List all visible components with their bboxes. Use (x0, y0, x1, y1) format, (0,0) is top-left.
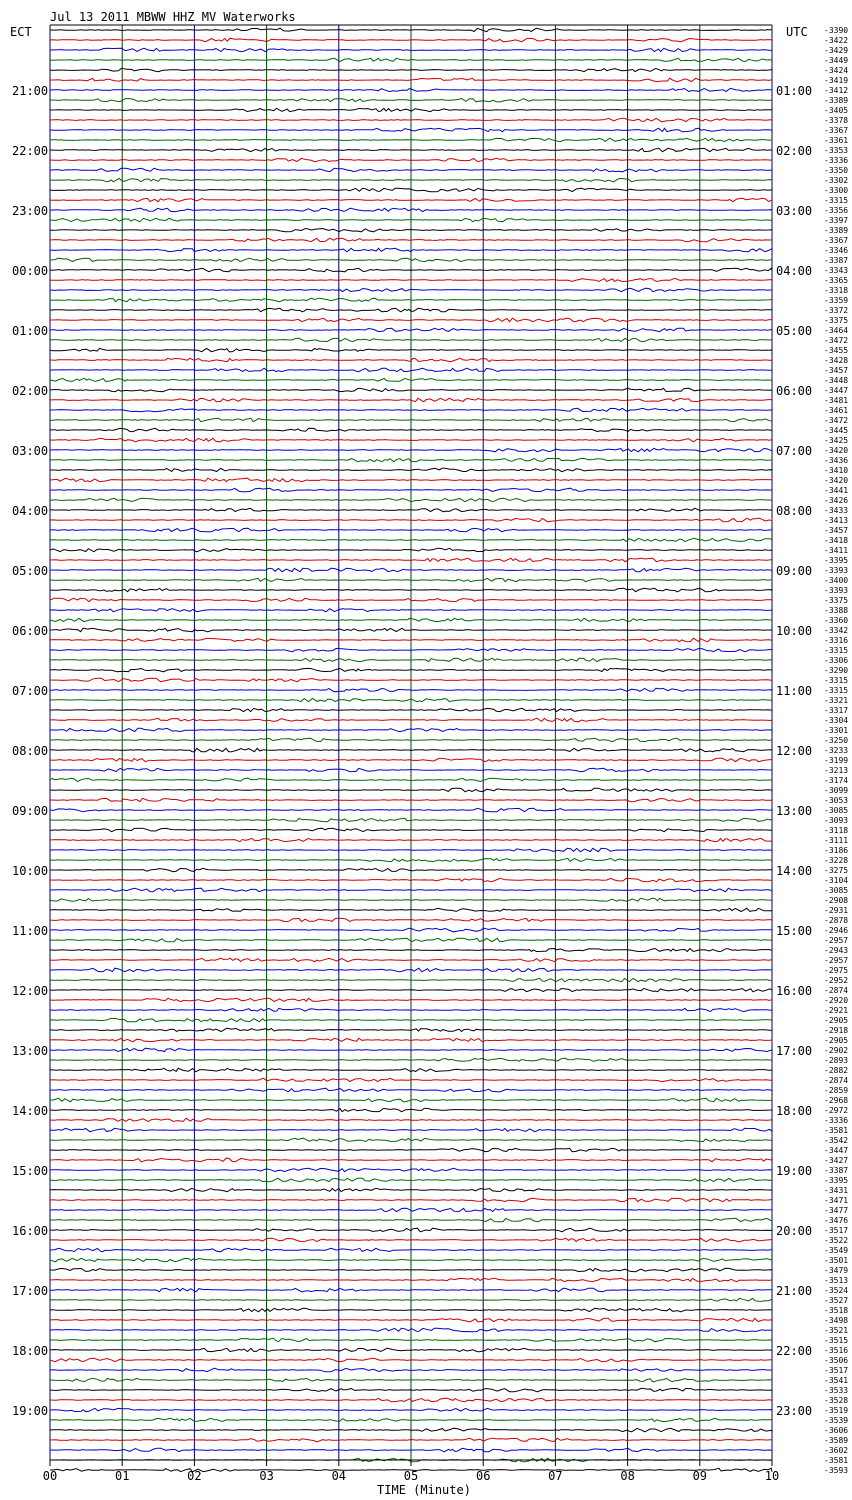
row-offset-label: -3405 (824, 106, 849, 115)
row-offset-label: -3336 (824, 1116, 849, 1125)
row-offset-label: -2920 (824, 996, 849, 1005)
row-offset-label: -3233 (824, 746, 849, 755)
row-offset-label: -3359 (824, 296, 849, 305)
row-offset-label: -3317 (824, 706, 849, 715)
row-offset-label: -3389 (824, 96, 849, 105)
right-hour-label: 15:00 (776, 924, 813, 938)
left-hour-label: 18:00 (12, 1344, 49, 1358)
row-offset-label: -2905 (824, 1016, 849, 1025)
row-offset-label: -3301 (824, 726, 849, 735)
row-offset-label: -3118 (824, 826, 849, 835)
row-offset-label: -3457 (824, 366, 849, 375)
right-hour-label: 18:00 (776, 1104, 813, 1118)
row-offset-label: -3367 (824, 236, 849, 245)
row-offset-label: -3400 (824, 576, 849, 585)
row-offset-label: -3250 (824, 736, 849, 745)
row-offset-label: -3549 (824, 1246, 849, 1255)
row-offset-label: -3542 (824, 1136, 849, 1145)
row-offset-label: -3449 (824, 56, 849, 65)
row-offset-label: -2874 (824, 986, 849, 995)
row-offset-label: -3411 (824, 546, 849, 555)
left-hour-label: 03:00 (12, 444, 49, 458)
row-offset-label: -3375 (824, 596, 849, 605)
row-offset-label: -3431 (824, 1186, 849, 1195)
row-offset-label: -3581 (824, 1126, 849, 1135)
row-offset-label: -3524 (824, 1286, 849, 1295)
left-hour-label: 15:00 (12, 1164, 49, 1178)
row-offset-label: -3390 (824, 26, 849, 35)
row-offset-label: -3420 (824, 476, 849, 485)
left-hour-label: 07:00 (12, 684, 49, 698)
row-offset-label: -3342 (824, 626, 849, 635)
row-offset-label: -3479 (824, 1266, 849, 1275)
row-offset-label: -3477 (824, 1206, 849, 1215)
row-offset-label: -3481 (824, 396, 849, 405)
row-offset-label: -3350 (824, 166, 849, 175)
left-hour-label: 01:00 (12, 324, 49, 338)
row-offset-label: -3418 (824, 536, 849, 545)
row-offset-label: -2874 (824, 1076, 849, 1085)
row-offset-label: -3316 (824, 636, 849, 645)
row-offset-label: -3315 (824, 196, 849, 205)
row-offset-label: -3302 (824, 176, 849, 185)
row-offset-label: -2878 (824, 916, 849, 925)
left-axis-label: ECT (10, 25, 32, 39)
row-offset-label: -3581 (824, 1456, 849, 1465)
row-offset-label: -2968 (824, 1096, 849, 1105)
row-offset-label: -3228 (824, 856, 849, 865)
right-hour-label: 10:00 (776, 624, 813, 638)
right-hour-label: 20:00 (776, 1224, 813, 1238)
chart-title: Jul 13 2011 MBWW HHZ MV Waterworks (50, 10, 296, 24)
row-offset-label: -3472 (824, 416, 849, 425)
left-hour-label: 04:00 (12, 504, 49, 518)
row-offset-label: -2882 (824, 1066, 849, 1075)
row-offset-label: -3448 (824, 376, 849, 385)
left-hour-label: 06:00 (12, 624, 49, 638)
row-offset-label: -2893 (824, 1056, 849, 1065)
row-offset-label: -3361 (824, 136, 849, 145)
row-offset-label: -3420 (824, 446, 849, 455)
right-hour-label: 19:00 (776, 1164, 813, 1178)
right-hour-label: 04:00 (776, 264, 813, 278)
row-offset-label: -2972 (824, 1106, 849, 1115)
row-offset-label: -3429 (824, 46, 849, 55)
row-offset-label: -3387 (824, 256, 849, 265)
row-offset-label: -2931 (824, 906, 849, 915)
right-hour-label: 23:00 (776, 1404, 813, 1418)
row-offset-label: -3199 (824, 756, 849, 765)
row-offset-label: -3441 (824, 486, 849, 495)
row-offset-label: -3455 (824, 346, 849, 355)
row-offset-label: -3513 (824, 1276, 849, 1285)
row-offset-label: -2957 (824, 936, 849, 945)
row-offset-label: -3378 (824, 116, 849, 125)
row-offset-label: -3375 (824, 316, 849, 325)
row-offset-label: -3447 (824, 386, 849, 395)
row-offset-label: -3346 (824, 246, 849, 255)
x-tick-label: 05 (403, 1469, 419, 1483)
row-offset-label: -3471 (824, 1196, 849, 1205)
row-offset-label: -3519 (824, 1406, 849, 1415)
row-offset-labels (824, 26, 848, 1475)
left-hour-label: 02:00 (12, 384, 49, 398)
row-offset-label: -3425 (824, 436, 849, 445)
row-offset-label: -3300 (824, 186, 849, 195)
right-hour-label: 17:00 (776, 1044, 813, 1058)
left-hour-label: 12:00 (12, 984, 49, 998)
row-offset-label: -2859 (824, 1086, 849, 1095)
row-offset-label: -3539 (824, 1416, 849, 1425)
row-offset-label: -3365 (824, 276, 849, 285)
left-hour-label: 11:00 (12, 924, 49, 938)
row-offset-label: -3315 (824, 676, 849, 685)
row-offset-label: -3606 (824, 1426, 849, 1435)
row-offset-label: -3472 (824, 336, 849, 345)
row-offset-label: -3397 (824, 216, 849, 225)
row-offset-label: -3515 (824, 1336, 849, 1345)
row-offset-label: -3522 (824, 1236, 849, 1245)
right-hour-label: 01:00 (776, 84, 813, 98)
row-offset-label: -3360 (824, 616, 849, 625)
x-tick-label: 06 (475, 1469, 491, 1483)
x-tick-label: 09 (692, 1469, 708, 1483)
right-hour-label: 12:00 (776, 744, 813, 758)
row-offset-label: -2952 (824, 976, 849, 985)
row-offset-label: -3436 (824, 456, 849, 465)
row-offset-label: -3372 (824, 306, 849, 315)
row-offset-label: -3602 (824, 1446, 849, 1455)
row-offset-label: -3336 (824, 156, 849, 165)
x-tick-label: 03 (259, 1469, 274, 1483)
row-offset-label: -2902 (824, 1046, 849, 1055)
row-offset-label: -3516 (824, 1346, 849, 1355)
row-offset-label: -3426 (824, 496, 849, 505)
row-offset-label: -3445 (824, 426, 849, 435)
row-offset-label: -3501 (824, 1256, 849, 1265)
row-offset-label: -3104 (824, 876, 849, 885)
right-hour-label: 09:00 (776, 564, 813, 578)
row-offset-label: -3476 (824, 1216, 849, 1225)
row-offset-label: -3517 (824, 1226, 849, 1235)
row-offset-label: -3353 (824, 146, 849, 155)
right-hour-label: 11:00 (776, 684, 813, 698)
row-offset-label: -3389 (824, 226, 849, 235)
row-offset-label: -3518 (824, 1306, 849, 1315)
row-offset-label: -3527 (824, 1296, 849, 1305)
left-hour-label: 05:00 (12, 564, 49, 578)
row-offset-label: -3464 (824, 326, 849, 335)
x-tick-label: 00 (42, 1469, 58, 1483)
x-tick-label: 04 (331, 1469, 347, 1483)
row-offset-label: -3356 (824, 206, 849, 215)
row-offset-label: -3593 (824, 1466, 849, 1475)
row-offset-label: -2957 (824, 956, 849, 965)
row-offset-label: -2946 (824, 926, 849, 935)
row-offset-label: -3457 (824, 526, 849, 535)
left-hour-label: 21:00 (12, 84, 49, 98)
right-hour-label: 22:00 (776, 1344, 813, 1358)
x-tick-label: 08 (620, 1469, 635, 1483)
row-offset-label: -3410 (824, 466, 849, 475)
row-offset-label: -2921 (824, 1006, 849, 1015)
row-offset-label: -3541 (824, 1376, 849, 1385)
left-hour-label: 13:00 (12, 1044, 49, 1058)
row-offset-label: -3186 (824, 846, 849, 855)
left-hour-label: 22:00 (12, 144, 49, 158)
row-offset-label: -3422 (824, 36, 849, 45)
row-offset-label: -3318 (824, 286, 849, 295)
right-hour-label: 05:00 (776, 324, 813, 338)
row-offset-label: -3387 (824, 1166, 849, 1175)
right-hour-label: 08:00 (776, 504, 813, 518)
row-offset-label: -3533 (824, 1386, 849, 1395)
right-hour-label: 02:00 (776, 144, 813, 158)
row-offset-label: -2908 (824, 896, 849, 905)
row-offset-label: -3315 (824, 646, 849, 655)
row-offset-label: -3393 (824, 566, 849, 575)
row-offset-label: -3099 (824, 786, 849, 795)
row-offset-label: -3419 (824, 76, 849, 85)
left-hour-label: 10:00 (12, 864, 49, 878)
row-offset-label: -3367 (824, 126, 849, 135)
right-hour-label: 21:00 (776, 1284, 813, 1298)
row-offset-label: -3315 (824, 686, 849, 695)
left-hour-label: 09:00 (12, 804, 49, 818)
right-hour-label: 16:00 (776, 984, 813, 998)
x-tick-label: 01 (114, 1469, 130, 1483)
left-hour-label: 08:00 (12, 744, 49, 758)
row-offset-label: -3388 (824, 606, 849, 615)
row-offset-label: -3111 (824, 836, 849, 845)
x-tick-label: 02 (187, 1469, 202, 1483)
row-offset-label: -3428 (824, 356, 849, 365)
row-offset-label: -3174 (824, 776, 849, 785)
row-offset-label: -3085 (824, 886, 849, 895)
row-offset-label: -3412 (824, 86, 849, 95)
left-hour-label: 17:00 (12, 1284, 49, 1298)
row-offset-label: -3589 (824, 1436, 849, 1445)
right-hour-label: 07:00 (776, 444, 813, 458)
row-offset-label: -3085 (824, 806, 849, 815)
row-offset-label: -3413 (824, 516, 849, 525)
row-offset-label: -3093 (824, 816, 849, 825)
x-tick-label: 07 (548, 1469, 563, 1483)
row-offset-label: -3461 (824, 406, 849, 415)
left-hour-label: 14:00 (12, 1104, 49, 1118)
row-offset-label: -2905 (824, 1036, 849, 1045)
row-offset-label: -3343 (824, 266, 849, 275)
left-hour-label: 23:00 (12, 204, 49, 218)
row-offset-label: -3506 (824, 1356, 849, 1365)
row-offset-label: -3321 (824, 696, 849, 705)
row-offset-label: -3521 (824, 1326, 849, 1335)
x-tick-label: 10 (764, 1469, 780, 1483)
row-offset-label: -3393 (824, 586, 849, 595)
row-offset-label: -2918 (824, 1026, 849, 1035)
left-hour-label: 19:00 (12, 1404, 49, 1418)
row-offset-label: -3498 (824, 1316, 849, 1325)
x-axis-label: TIME (Minute) (377, 1483, 471, 1497)
row-offset-label: -3447 (824, 1146, 849, 1155)
right-axis-label: UTC (786, 25, 808, 39)
row-offset-label: -3304 (824, 716, 849, 725)
row-offset-label: -3395 (824, 1176, 849, 1185)
row-offset-label: -3517 (824, 1366, 849, 1375)
left-hour-label: 00:00 (12, 264, 49, 278)
row-offset-label: -3213 (824, 766, 849, 775)
row-offset-label: -3395 (824, 556, 849, 565)
row-offset-label: -3528 (824, 1396, 849, 1405)
right-hour-label: 13:00 (776, 804, 813, 818)
row-offset-label: -2943 (824, 946, 849, 955)
row-offset-label: -3433 (824, 506, 849, 515)
right-hour-label: 03:00 (776, 204, 813, 218)
row-offset-label: -3053 (824, 796, 849, 805)
row-offset-label: -3290 (824, 666, 849, 675)
row-offset-label: -3427 (824, 1156, 849, 1165)
row-offset-label: -2975 (824, 966, 849, 975)
right-hour-label: 06:00 (776, 384, 813, 398)
row-offset-label: -3306 (824, 656, 849, 665)
row-offset-label: -3275 (824, 866, 849, 875)
row-offset-label: -3424 (824, 66, 849, 75)
left-hour-label: 16:00 (12, 1224, 49, 1238)
right-hour-label: 14:00 (776, 864, 813, 878)
